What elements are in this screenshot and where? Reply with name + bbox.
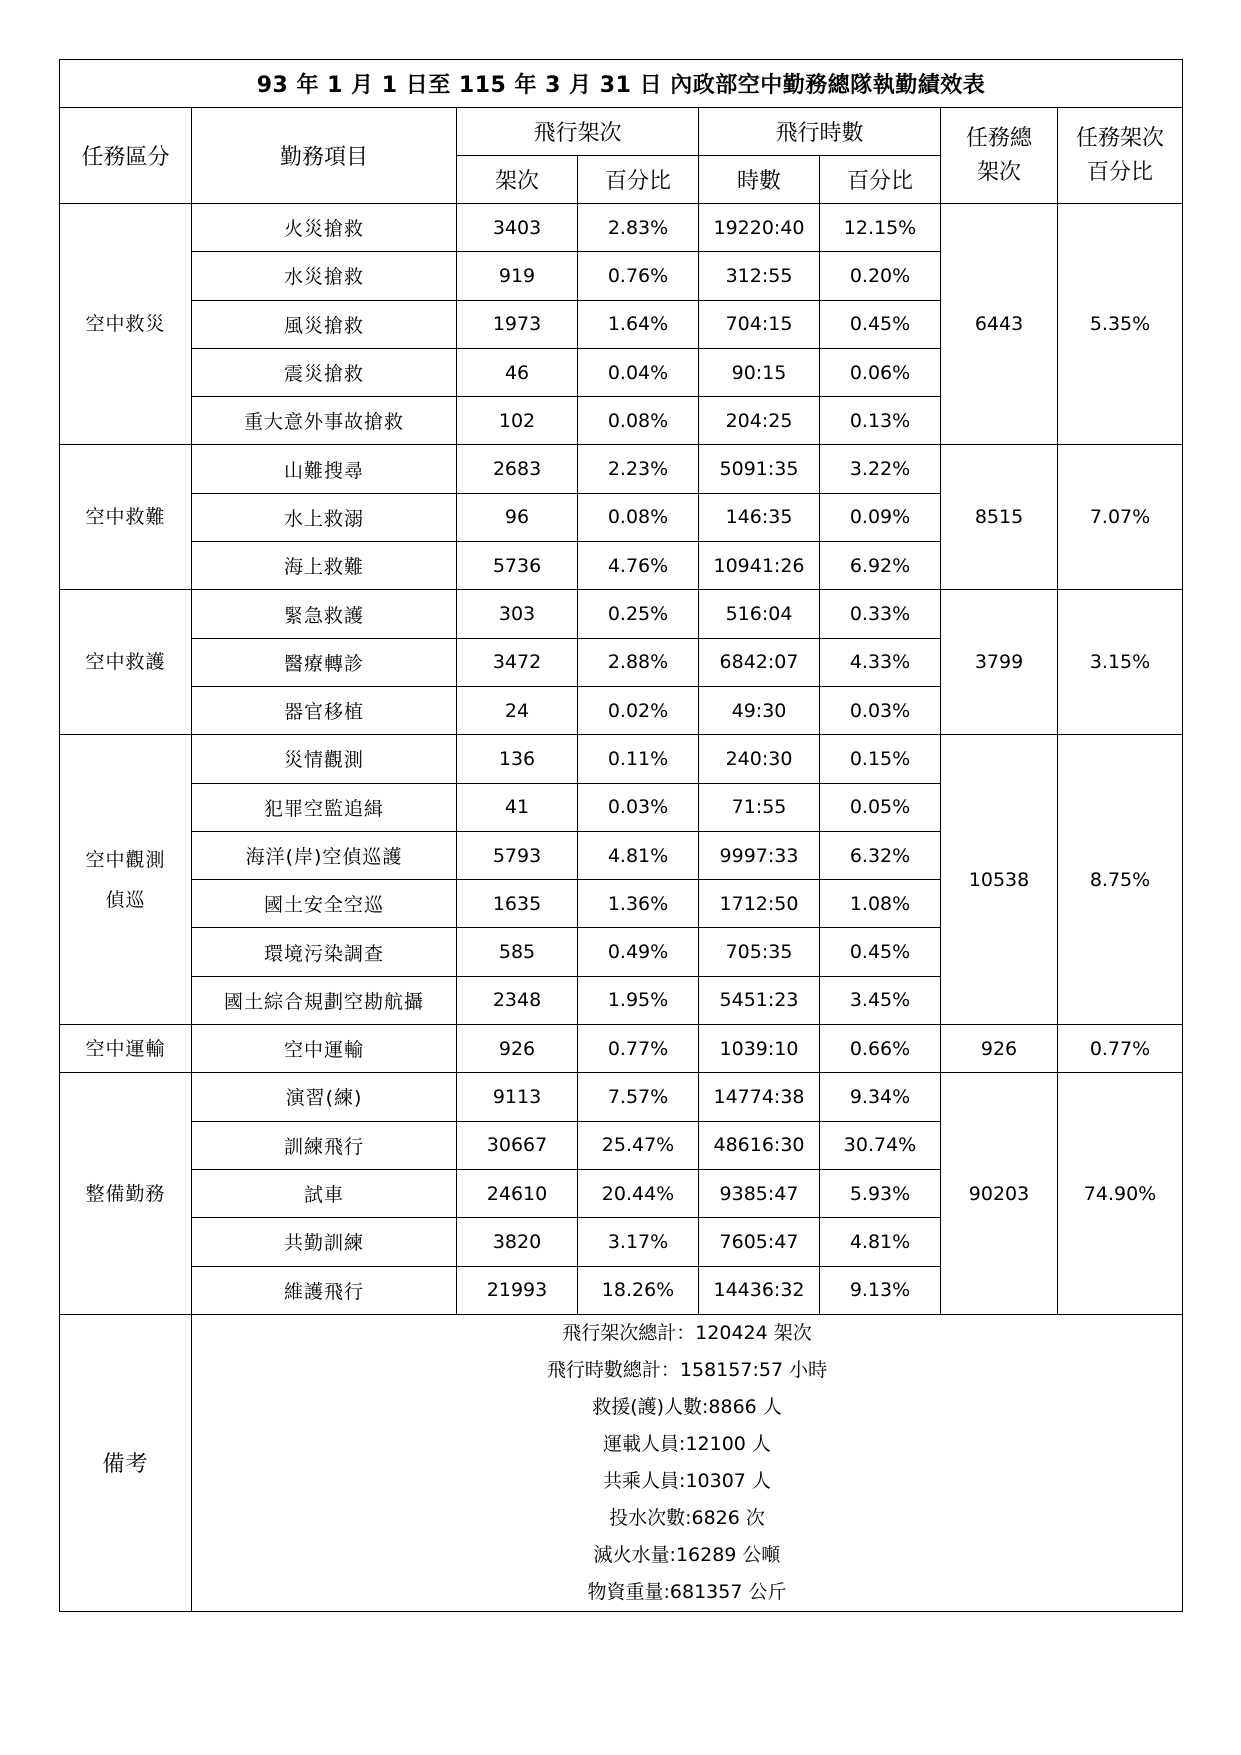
table-row — [60, 735, 1183, 783]
category-label-line: 整備勤務 — [85, 1182, 166, 1205]
flights-pct-value: 20.44% — [578, 1169, 699, 1217]
group-total-pct: 0.77% — [1058, 1025, 1183, 1073]
item-name: 演習(練) — [192, 1073, 457, 1121]
hours-value: 9385:47 — [699, 1169, 820, 1217]
flights-value: 2348 — [457, 976, 578, 1024]
hours-pct-value: 6.32% — [820, 831, 941, 879]
flights-value: 46 — [457, 348, 578, 396]
flights-value: 2683 — [457, 445, 578, 493]
flights-pct-value: 0.76% — [578, 252, 699, 300]
header-total-pct — [1058, 108, 1183, 204]
hours-value: 71:55 — [699, 783, 820, 831]
table-row — [60, 445, 1183, 493]
flights-value: 21993 — [457, 1266, 578, 1314]
hours-pct-value: 3.22% — [820, 445, 941, 493]
flights-pct-value: 1.95% — [578, 976, 699, 1024]
hours-value: 90:15 — [699, 348, 820, 396]
flights-value: 3820 — [457, 1218, 578, 1266]
flights-pct-value: 0.08% — [578, 397, 699, 445]
group-total: 926 — [941, 1025, 1058, 1073]
notes-line: 共乘人員:10307 人 — [603, 1469, 771, 1492]
hours-pct-value: 0.66% — [820, 1025, 941, 1073]
flights-value: 303 — [457, 590, 578, 638]
header-flights: 架次 — [457, 156, 578, 204]
group-total-pct: 7.07% — [1058, 445, 1183, 590]
item-name: 國土安全空巡 — [192, 880, 457, 928]
group-total-pct: 74.90% — [1058, 1073, 1183, 1314]
notes-row — [60, 1314, 1183, 1611]
hours-pct-value: 0.06% — [820, 348, 941, 396]
notes-line: 滅火水量:16289 公噸 — [593, 1543, 781, 1566]
flights-pct-value: 1.36% — [578, 880, 699, 928]
notes-label: 備考 — [60, 1314, 192, 1611]
flights-value: 3403 — [457, 204, 578, 252]
category-label-line: 空中救難 — [85, 506, 166, 529]
hours-pct-value: 0.13% — [820, 397, 941, 445]
flights-value: 926 — [457, 1025, 578, 1073]
hours-value: 7605:47 — [699, 1218, 820, 1266]
category-label — [60, 590, 192, 735]
notes-line: 運載人員:12100 人 — [603, 1432, 771, 1455]
category-label — [60, 445, 192, 590]
flights-pct-value: 4.76% — [578, 542, 699, 590]
header-hours-group: 飛行時數 — [699, 108, 941, 156]
category-label — [60, 1025, 192, 1073]
hours-value: 1712:50 — [699, 880, 820, 928]
header-total-pct-line1: 任務架次 — [1075, 125, 1164, 151]
notes-line: 飛行時數總計：158157:57 小時 — [546, 1358, 828, 1381]
performance-table — [59, 59, 1183, 1612]
flights-value: 96 — [457, 493, 578, 541]
hours-pct-value: 0.45% — [820, 300, 941, 348]
notes-line: 救援(護)人數:8866 人 — [592, 1395, 782, 1418]
category-label — [60, 735, 192, 1025]
item-name: 醫療轉診 — [192, 638, 457, 686]
hours-value: 204:25 — [699, 397, 820, 445]
hours-value: 705:35 — [699, 928, 820, 976]
header-total-line1: 任務總 — [965, 125, 1032, 151]
header-item: 勤務項目 — [192, 108, 457, 204]
category-label-line: 空中運輸 — [85, 1037, 166, 1060]
hours-pct-value: 0.20% — [820, 252, 941, 300]
flights-value: 30667 — [457, 1121, 578, 1169]
flights-pct-value: 4.81% — [578, 831, 699, 879]
category-label-line: 偵巡 — [105, 888, 146, 911]
notes-line: 物資重量:681357 公斤 — [587, 1580, 787, 1603]
flights-pct-value: 0.77% — [578, 1025, 699, 1073]
item-name: 國土綜合規劃空勘航攝 — [192, 976, 457, 1024]
flights-value: 136 — [457, 735, 578, 783]
hours-pct-value: 6.92% — [820, 542, 941, 590]
hours-pct-value: 3.45% — [820, 976, 941, 1024]
item-name: 海上救難 — [192, 542, 457, 590]
hours-value: 6842:07 — [699, 638, 820, 686]
flights-pct-value: 0.11% — [578, 735, 699, 783]
group-total: 90203 — [941, 1073, 1058, 1314]
group-total-pct: 3.15% — [1058, 590, 1183, 735]
flights-value: 24 — [457, 686, 578, 734]
hours-value: 704:15 — [699, 300, 820, 348]
group-total-pct: 5.35% — [1058, 204, 1183, 445]
item-name: 水上救溺 — [192, 493, 457, 541]
hours-value: 49:30 — [699, 686, 820, 734]
flights-pct-value: 7.57% — [578, 1073, 699, 1121]
category-label — [60, 204, 192, 445]
flights-value: 585 — [457, 928, 578, 976]
header-hours-pct: 百分比 — [820, 156, 941, 204]
item-name: 災情觀測 — [192, 735, 457, 783]
category-label-line: 空中救護 — [85, 651, 166, 674]
item-name: 火災搶救 — [192, 204, 457, 252]
flights-value: 1973 — [457, 300, 578, 348]
item-name: 水災搶救 — [192, 252, 457, 300]
flights-value: 102 — [457, 397, 578, 445]
category-label — [60, 1073, 192, 1314]
item-name: 重大意外事故搶救 — [192, 397, 457, 445]
flights-value: 5793 — [457, 831, 578, 879]
hours-pct-value: 9.13% — [820, 1266, 941, 1314]
item-name: 緊急救護 — [192, 590, 457, 638]
table-title: 93 年 1 月 1 日至 115 年 3 月 31 日 內政部空中勤務總隊執勤績效表 — [60, 60, 1183, 108]
flights-pct-value: 0.03% — [578, 783, 699, 831]
flights-value: 5736 — [457, 542, 578, 590]
item-name: 海洋(岸)空偵巡護 — [192, 831, 457, 879]
group-total: 6443 — [941, 204, 1058, 445]
hours-value: 9997:33 — [699, 831, 820, 879]
hours-pct-value: 4.33% — [820, 638, 941, 686]
flights-pct-value: 2.88% — [578, 638, 699, 686]
flights-pct-value: 0.02% — [578, 686, 699, 734]
item-name: 風災搶救 — [192, 300, 457, 348]
hours-value: 5451:23 — [699, 976, 820, 1024]
hours-pct-value: 0.15% — [820, 735, 941, 783]
header-hours: 時數 — [699, 156, 820, 204]
header-category: 任務區分 — [60, 108, 192, 204]
flights-value: 3472 — [457, 638, 578, 686]
flights-pct-value: 0.04% — [578, 348, 699, 396]
hours-value: 10941:26 — [699, 542, 820, 590]
notes-line: 飛行架次總計：120424 架次 — [562, 1321, 812, 1344]
group-total-pct: 8.75% — [1058, 735, 1183, 1025]
item-name: 試車 — [192, 1169, 457, 1217]
hours-value: 516:04 — [699, 590, 820, 638]
header-total-line2: 架次 — [976, 159, 1021, 185]
item-name: 犯罪空監追緝 — [192, 783, 457, 831]
flights-value: 41 — [457, 783, 578, 831]
header-total — [941, 108, 1058, 204]
hours-pct-value: 1.08% — [820, 880, 941, 928]
hours-value: 146:35 — [699, 493, 820, 541]
group-total: 3799 — [941, 590, 1058, 735]
hours-pct-value: 5.93% — [820, 1169, 941, 1217]
item-name: 訓練飛行 — [192, 1121, 457, 1169]
table-row — [60, 204, 1183, 252]
hours-value: 19220:40 — [699, 204, 820, 252]
category-label-line: 空中觀測 — [85, 848, 166, 871]
table-row — [60, 1025, 1183, 1073]
header-total-pct-line2: 百分比 — [1086, 159, 1153, 185]
hours-pct-value: 4.81% — [820, 1218, 941, 1266]
item-name: 山難搜尋 — [192, 445, 457, 493]
flights-value: 1635 — [457, 880, 578, 928]
hours-value: 312:55 — [699, 252, 820, 300]
table-row — [60, 590, 1183, 638]
hours-value: 14774:38 — [699, 1073, 820, 1121]
header-flights-pct: 百分比 — [578, 156, 699, 204]
hours-value: 14436:32 — [699, 1266, 820, 1314]
table-row — [60, 1073, 1183, 1121]
flights-pct-value: 25.47% — [578, 1121, 699, 1169]
flights-pct-value: 2.83% — [578, 204, 699, 252]
notes-line: 投水次數:6826 次 — [609, 1506, 765, 1529]
flights-value: 919 — [457, 252, 578, 300]
group-total: 10538 — [941, 735, 1058, 1025]
header-flights-group: 飛行架次 — [457, 108, 699, 156]
flights-pct-value: 3.17% — [578, 1218, 699, 1266]
hours-value: 48616:30 — [699, 1121, 820, 1169]
hours-pct-value: 30.74% — [820, 1121, 941, 1169]
notes-content — [192, 1314, 1183, 1611]
item-name: 環境污染調查 — [192, 928, 457, 976]
item-name: 震災搶救 — [192, 348, 457, 396]
item-name: 共勤訓練 — [192, 1218, 457, 1266]
flights-value: 9113 — [457, 1073, 578, 1121]
hours-pct-value: 0.33% — [820, 590, 941, 638]
hours-pct-value: 0.05% — [820, 783, 941, 831]
flights-pct-value: 2.23% — [578, 445, 699, 493]
item-name: 空中運輸 — [192, 1025, 457, 1073]
hours-pct-value: 9.34% — [820, 1073, 941, 1121]
hours-value: 5091:35 — [699, 445, 820, 493]
flights-pct-value: 18.26% — [578, 1266, 699, 1314]
group-total: 8515 — [941, 445, 1058, 590]
item-name: 維護飛行 — [192, 1266, 457, 1314]
hours-value: 1039:10 — [699, 1025, 820, 1073]
category-label-line: 空中救災 — [85, 313, 166, 336]
hours-pct-value: 0.09% — [820, 493, 941, 541]
flights-pct-value: 1.64% — [578, 300, 699, 348]
flights-value: 24610 — [457, 1169, 578, 1217]
flights-pct-value: 0.25% — [578, 590, 699, 638]
hours-pct-value: 0.03% — [820, 686, 941, 734]
hours-pct-value: 0.45% — [820, 928, 941, 976]
flights-pct-value: 0.49% — [578, 928, 699, 976]
flights-pct-value: 0.08% — [578, 493, 699, 541]
hours-value: 240:30 — [699, 735, 820, 783]
item-name: 器官移植 — [192, 686, 457, 734]
hours-pct-value: 12.15% — [820, 204, 941, 252]
